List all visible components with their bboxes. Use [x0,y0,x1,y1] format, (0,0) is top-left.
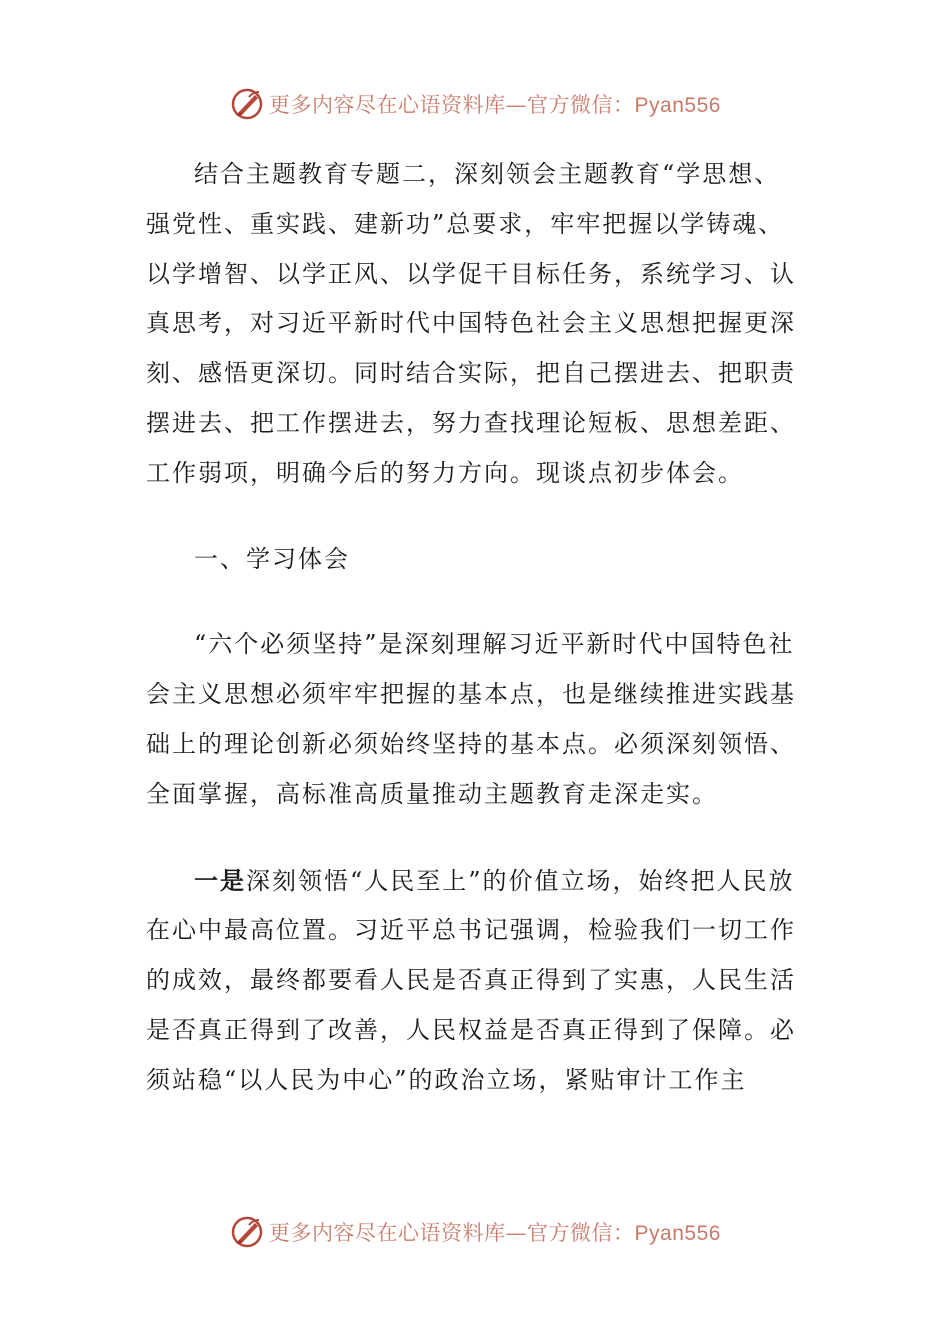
document-body [146,150,806,1106]
point-one-lead: 一是 [194,865,246,895]
spacer [146,820,806,856]
watermark-handle: Pyan556 [634,1222,721,1245]
spacer [146,499,806,535]
point-one-body: 深刻领悟“人民至上”的价值立场，始终把人民放在心中最高位置。习近平总书记强调，检验我们一切工作的成效，最终都要看人民是否真正得到了实惠，人民生活是否真正得到了改善，人民权益是否真正得到了保障。必须站稳“以人民为中心”的政治立场，紧贴审计工作主 [146,866,796,1094]
point-one-paragraph [146,856,806,1106]
section-paragraph: “六个必须坚持”是深刻理解习近平新时代中国特色社会主义思想必须牢牢把握的基本点，也是继续推进实践基础上的理论创新必须始终坚持的基本点。必须深刻领悟、全面掌握，高标准高质量推动主题教育走深走实。 [146,630,796,808]
watermark-banner-bottom [0,1212,950,1252]
watermark-banner-top [0,84,950,124]
watermark-handle: Pyan556 [634,94,721,117]
intro-paragraph: 结合主题教育专题二，深刻领会主题教育“学思想、强党性、重实践、建新功”总要求，牢牢把握以学铸魂、以学增智、以学正风、以学促干目标任务，系统学习、认真思考，对习近平新时代中国特色社会主义思想把握更深刻、感悟更深切。同时结合实际，把自己摆进去、把职责摆进去、把工作摆进去，努力查找理论短板、思想差距、工作弱项，明确今后的努力方向。现谈点初步体会。 [146,160,796,487]
watermark-text: 更多内容尽在心语资料库—官方微信：Pyan556 [269,93,721,117]
spacer [146,584,806,620]
pen-logo-icon [229,86,265,122]
section-heading: 一、学习体会 [194,544,350,573]
pen-logo-icon [229,1214,265,1250]
watermark-text: 更多内容尽在心语资料库—官方微信：Pyan556 [269,1221,721,1245]
